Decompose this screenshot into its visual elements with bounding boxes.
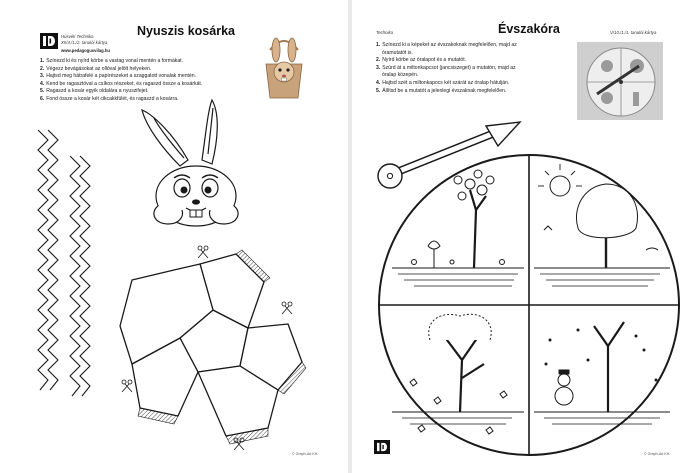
copyright-text: © Graph-Art Kft. — [292, 452, 318, 456]
instruction-item: 5. Ragaszd a kosár egyik oldalára a nyuszifejet. — [40, 88, 149, 95]
season-clock-dial — [374, 150, 684, 460]
instruction-list — [376, 42, 517, 95]
instruction-item: 2. Végezz bevágásokat az ollóval jelölt helyeken. — [40, 65, 152, 72]
instruction-item: 2. Nyírd körbe az óralapot és a mutatót. — [376, 57, 467, 64]
series-line-2: XII/4./1./2. tanulói kártya — [61, 40, 108, 45]
bunny-head-drawing — [140, 96, 250, 236]
right-worksheet — [352, 0, 700, 473]
instruction-item: óramutatót is. — [382, 49, 413, 56]
website-url[interactable]: www.pedagogusvilag.hu — [61, 48, 110, 53]
instruction-item: 4. Kend be ragasztóval a csíkos részeket, és ragaszd össze a kosárkát. — [40, 80, 203, 87]
instruction-item: 3. Hajtsd meg hátrafelé a papírészeket a szaggatott vonalak mentén. — [40, 73, 197, 80]
copyright-text: © Graph-Art Kft. — [644, 452, 670, 456]
publisher-logo-icon — [40, 33, 58, 49]
page-title: Évszakóra — [498, 22, 560, 36]
instruction-item: 6. Fond össze a kosár két cikcakkfülét, és ragaszd a kosárra. — [40, 95, 179, 102]
finished-clock-photo — [577, 42, 663, 120]
card-id: V/10./1./1. tanulói kártya — [610, 30, 657, 35]
basket-template — [118, 240, 308, 450]
zigzag-strips — [28, 126, 100, 398]
basket-photo — [258, 36, 310, 102]
page-title: Nyuszis kosárka — [137, 24, 235, 38]
instruction-item: 5. Állítsd be a mutatót a jelenlegi évszaknak megfelelően. — [376, 87, 507, 94]
series-line-1: Húsvéti Technika — [61, 34, 94, 39]
instruction-item: 1. Színezd ki a képeket az évszakoknak megfelelően, majd az — [376, 42, 517, 48]
publisher-logo-icon — [374, 440, 390, 454]
instruction-item: 1. Színezd ki és nyírd körbe a vastag vonal mentén a formákat. — [40, 58, 184, 64]
instruction-item: 4. Hajtsd szét a miltonkapocs két szárát az óralap hátulján. — [376, 79, 510, 86]
instruction-item: óralap közepén. — [382, 72, 419, 79]
left-worksheet — [0, 0, 348, 473]
instruction-item: 3. Szúrd át a miltonkapcsot (jancsiszeget) a mutatón, majd az — [376, 64, 516, 71]
subject-label: Technika — [376, 30, 394, 35]
